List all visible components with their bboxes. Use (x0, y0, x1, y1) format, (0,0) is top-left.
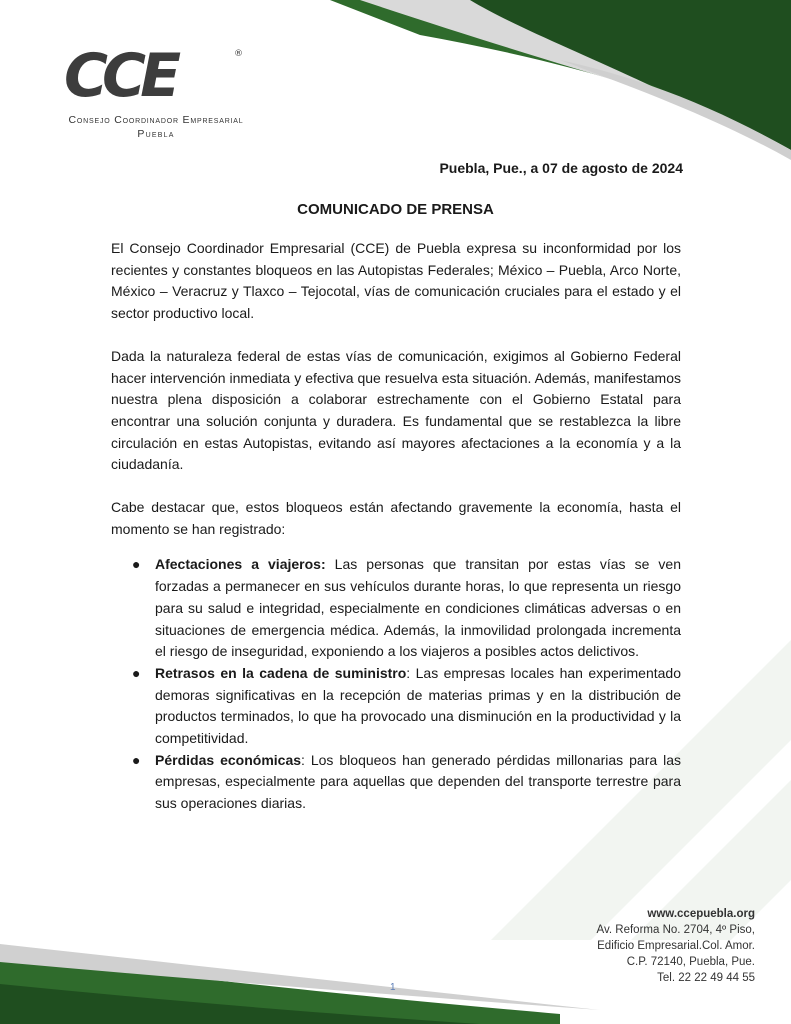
list-item-heading: Pérdidas económicas (155, 751, 302, 768)
page-number: 1 (390, 982, 396, 993)
website-link[interactable]: www.ccepuebla.org (647, 908, 755, 920)
paragraph-1: El Consejo Coordinador Empresarial (CCE) de Puebla expresa su inconformidad por los recientes y constantes bloqueos en las Autopistas Federales; México – Puebla, Arco Norte, México – Veracruz y Tlaxco – Tejocotal, vías de comunicación cruciales para el estado y el sector productivo local. (111, 240, 681, 322)
list-item-heading: Retrasos en la cadena de suministro (155, 664, 407, 681)
cce-logo (36, 40, 276, 155)
logo-caption-city: Puebla (137, 128, 175, 140)
address-line-1: Av. Reforma No. 2704, 4º Piso, (596, 924, 755, 936)
bullet-icon: ● (132, 664, 141, 681)
svg-text:®: ® (234, 49, 243, 59)
list-item-text: Las personas que transitan por estas vías se ven forzadas a permanecer en sus vehículos durante horas, lo que representa un riesgo para su salud e integridad, especialmente en condiciones climáticas adversas o en situaciones de emergencia médica. Además, la inmovilidad prolongada incrementa el riesgo de inseguridad, exponiendo a los viajeros a posibles actos delictivos. (155, 556, 682, 660)
contact-footer (597, 906, 755, 986)
list-item (111, 750, 681, 815)
document-date: Puebla, Pue., a 07 de agosto de 2024 (439, 160, 683, 176)
impact-list (111, 554, 681, 814)
paragraph-2: Dada la naturaleza federal de estas vías de comunicación, exigimos al Gobierno Federal hacer intervención inmediata y efectiva que resuelva esta situación. Además, manifestamos nuestra plena disposición a colaborar estrechamente con el Gobierno Estatal para encontrar una solución conjunta y duradera. Es fundamental que se restablezca la libre circulación en estas Autopistas, evitando así mayores afectaciones a la economía y a la ciudadanía. (111, 347, 681, 473)
document-body (111, 238, 681, 815)
list-item (111, 663, 681, 750)
address-line-2: Edificio Empresarial.Col. Amor. (597, 940, 755, 952)
list-item-heading: Afectaciones a viajeros: (155, 556, 326, 573)
cce-logo-mark (64, 40, 249, 112)
svg-text:CCE: CCE (64, 41, 176, 111)
list-item (111, 554, 681, 663)
bullet-icon: ● (132, 556, 141, 573)
bullet-icon: ● (132, 751, 141, 768)
address-line-3: C.P. 72140, Puebla, Pue. (626, 956, 755, 968)
phone-number: Tel. 22 22 49 44 55 (657, 972, 755, 984)
list-item-text: : Los bloqueos han generado pérdidas millonarias para las empresas, especialmente para aquellas que dependen del transporte terrestre para sus operaciones diarias. (155, 751, 681, 812)
list-item-text: : Las empresas locales han experimentado demoras significativas en la recepción de materias primas y en la distribución de productos terminados, lo que ha provocado una disminución en la productividad y la competitividad. (155, 664, 681, 747)
logo-caption-org: Consejo Coordinador Empresarial (68, 114, 244, 126)
document-title: COMUNICADO DE PRENSA (297, 201, 494, 218)
paragraph-3: Cabe destacar que, estos bloqueos están afectando gravemente la economía, hasta el momento se han registrado: (111, 499, 681, 537)
